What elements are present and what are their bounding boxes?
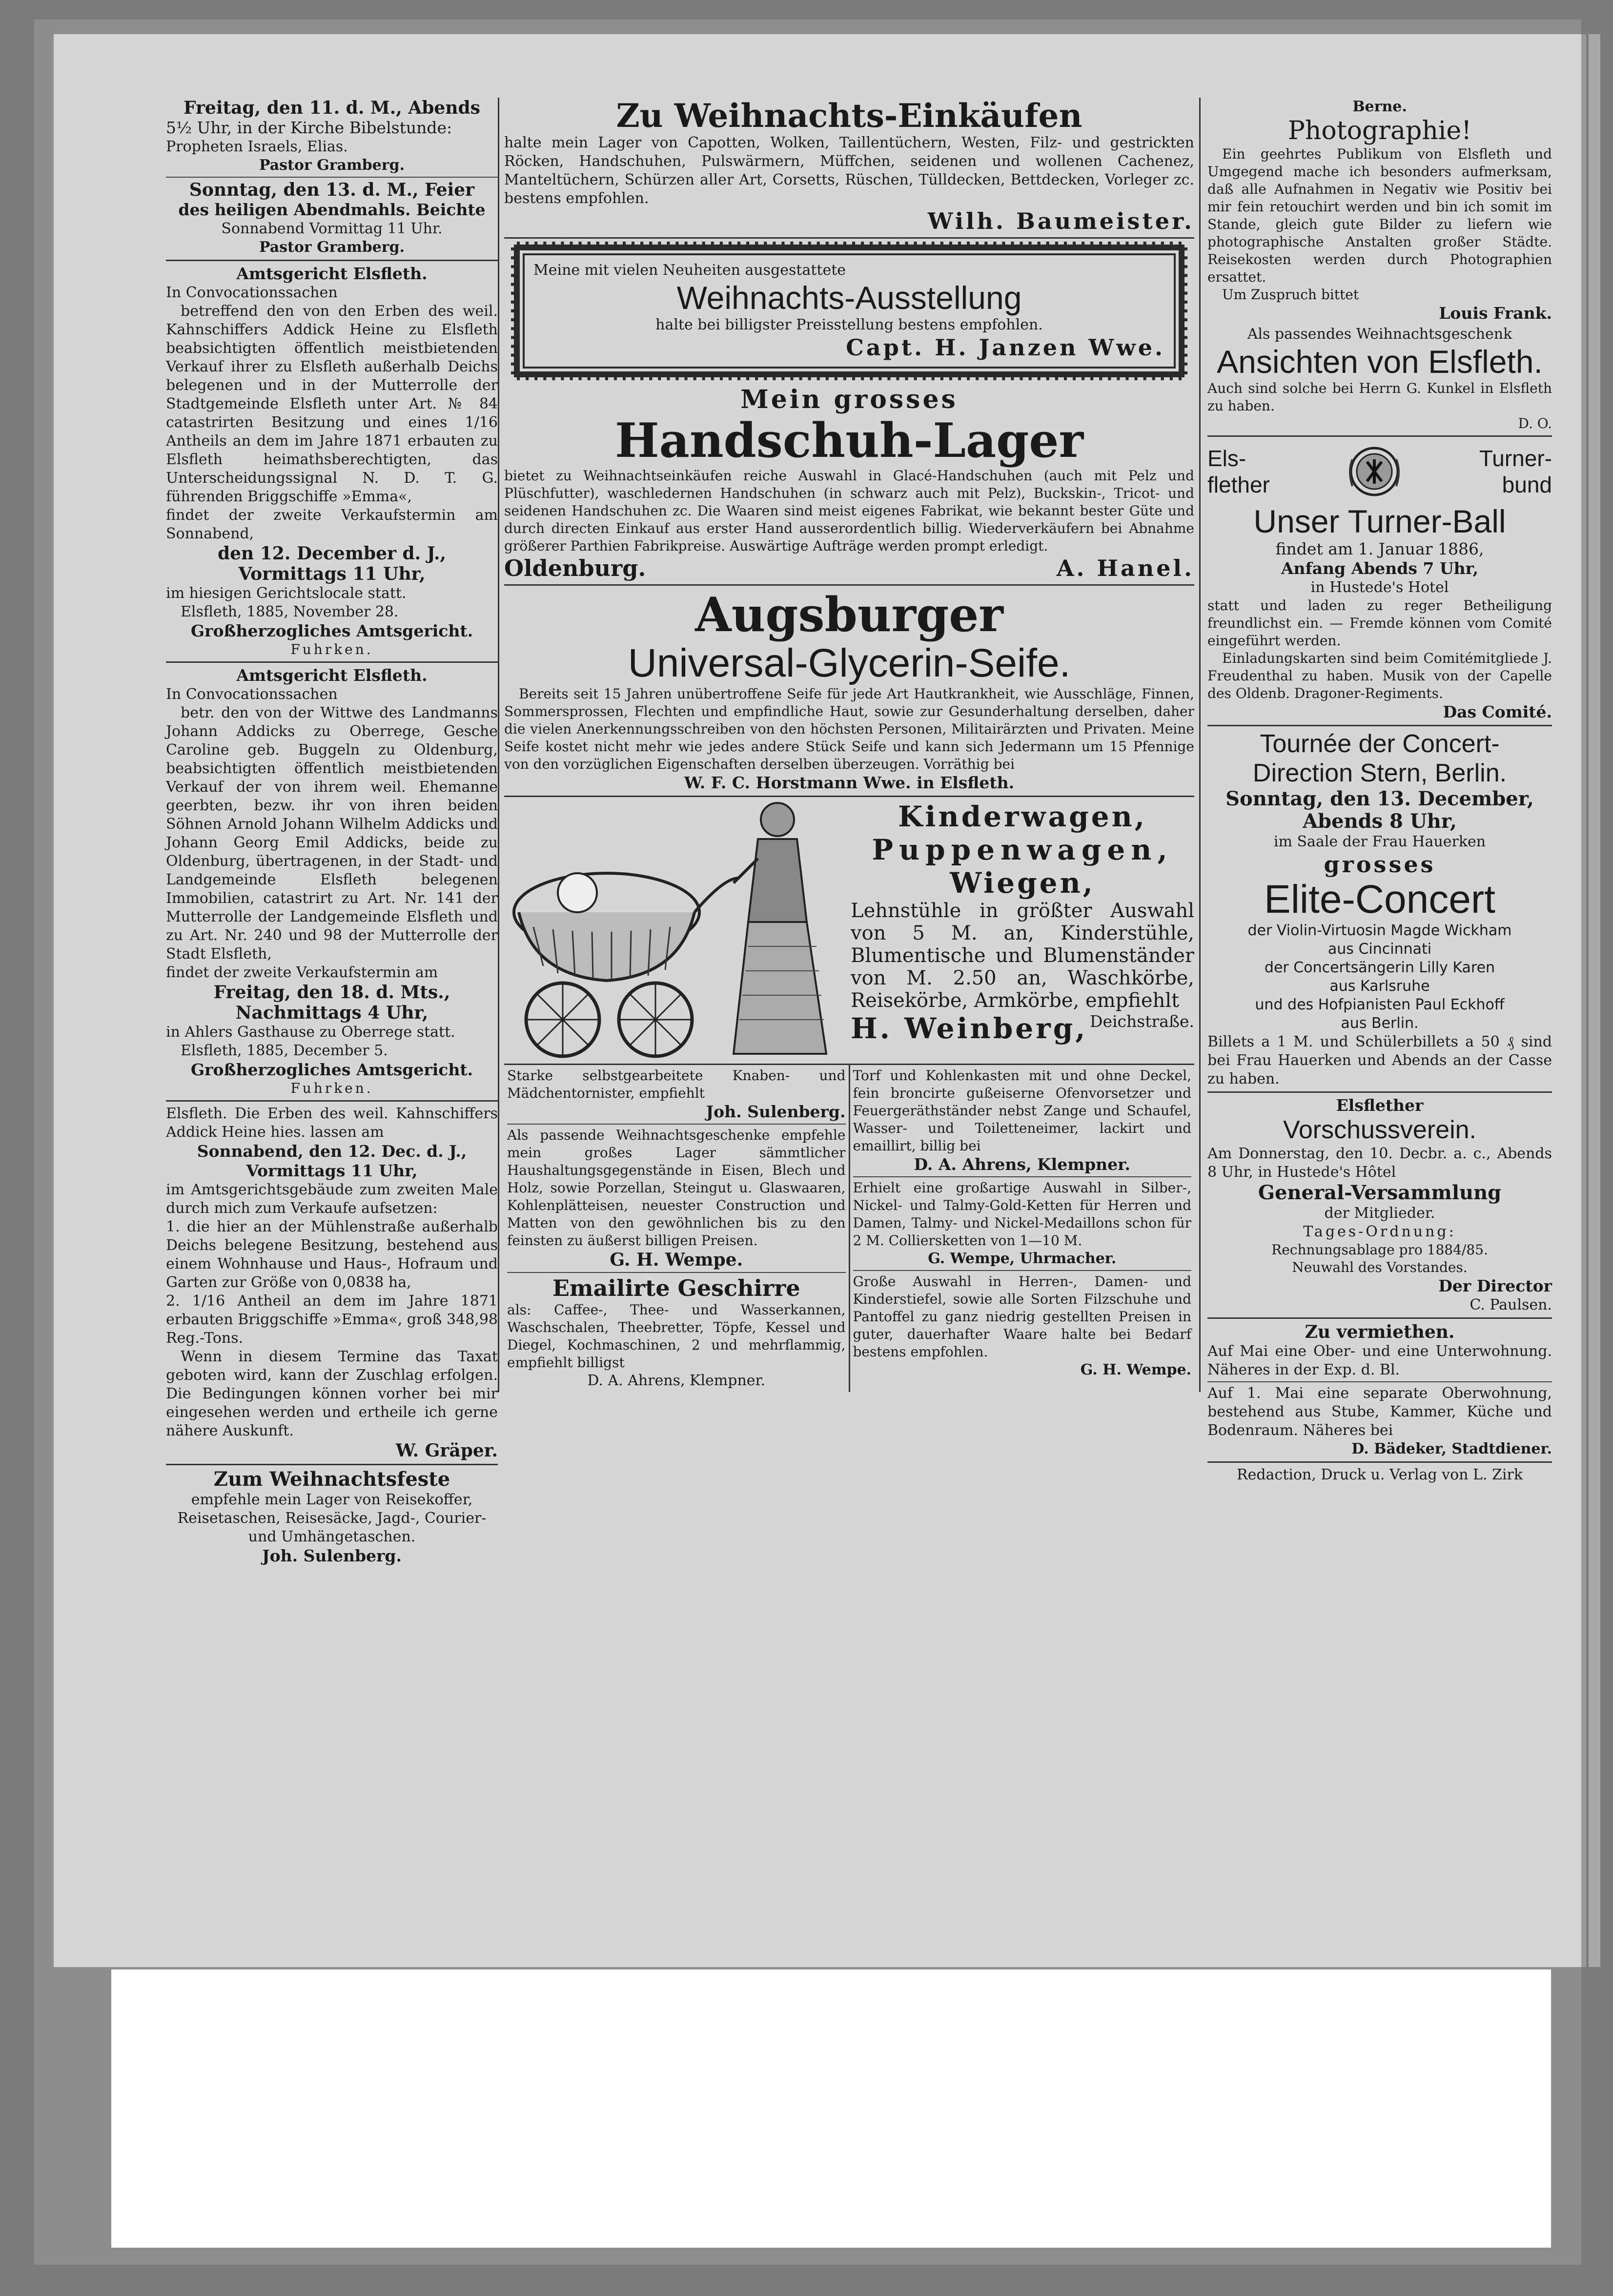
divider (853, 1176, 1192, 1177)
auction-item-1: 1. die hier an der Mühlenstraße außerhalb Deichs belegene Besitzung, bestehend aus einem Wohnhause und Haus-, Hofraum und Garten zur Größe von 0,0838 ha, (166, 1218, 498, 1291)
right-column (1201, 98, 1552, 1484)
church-line-2: 5½ Uhr, in der Kirche Bibelstunde: (166, 118, 452, 137)
photo-town: Berne. (1352, 98, 1407, 115)
glove-title: Handschuh-Lager (614, 413, 1084, 468)
views-signature: D. O. (1518, 415, 1552, 431)
church-line-6: des heiligen Abendmahls. Beichte (178, 200, 486, 219)
club-name-right (1479, 445, 1552, 498)
pram-text (851, 800, 1194, 1064)
photo-title: Photographie! (1287, 116, 1472, 145)
pram-ad (504, 800, 1194, 1064)
shoes-signature: G. H. Wempe. (1080, 1361, 1191, 1378)
bank-signature: Der Director (1438, 1276, 1552, 1295)
blank-card (111, 1969, 1551, 2248)
auction-body: im Amtsgerichtsgebäude zum zweiten Male durch mich zum Verkaufe aufsetzen: (166, 1181, 498, 1217)
pram-signature: H. Weinberg, (851, 1012, 1088, 1045)
christmas-shopping-ad (504, 98, 1194, 234)
auction-closing: Wenn in diesem Termine das Taxat geboten wird, kann der Zuschlag erfolgen. Die Bedingungen können vorher bei mir eingesehen werden und ertheile ich gerne nähere Auskunft. (166, 1348, 498, 1439)
photo-signature: Louis Frank. (1439, 304, 1552, 323)
concert-tickets: Billets a 1 M. und Schülerbillets a 50 ₰ sind bei Frau Hauerken und Abends an der Casse zu haben. (1207, 1033, 1552, 1087)
photo-body: Ein geehrtes Publikum von Elsfleth und Umgegend mache ich besonders aufmerksam, daß alle Aufnahmen in Negativ wie Positiv bei mir fein retouchirt werden und bin ich somit im Stande, gleich gute Bilder zu liefern wie photographische Anstalten großer Städte. Reisekosten werden durch Photographien ersattet. (1207, 146, 1552, 285)
divider (1207, 1317, 1552, 1319)
enamel-signature: D. A. Ahrens, Klempner. (587, 1372, 766, 1389)
church-signature: Pastor Gramberg. (259, 157, 405, 174)
concert-origin-1: aus Cincinnati (1327, 941, 1432, 958)
turner-date: findet am 1. Januar 1886, (1275, 539, 1484, 558)
photo-closing: Um Zuspruch bittet (1222, 287, 1359, 303)
divider (507, 1272, 846, 1273)
enamel-body: als: Caffee-, Thee- und Wasserkannen, Waschschalen, Theebretter, Töpfe, Kessel und Diegel, Kochmaschinen, 2 und mehrflammig, empfiehlt billigst (507, 1302, 846, 1371)
turner-emblem-icon (1345, 440, 1404, 503)
court-place: in Ahlers Gasthause zu Oberrege statt. (166, 1024, 455, 1041)
turner-time: Anfang Abends 7 Uhr, (1281, 559, 1479, 578)
glove-signature: A. Hanel. (1056, 555, 1194, 581)
household-signature: G. H. Wempe. (610, 1250, 743, 1270)
suitcase-signature: Joh. Sulenberg. (262, 1546, 402, 1565)
glove-body: bietet zu Weihnachtseinkäufen reiche Auswahl in Glacé-Handschuhen (auch mit Pelz und Plüschfutter), waschledernen Handschuhen (in schwarz auch mit Pelz), Buckskin-, Tricot- und seidenen Handschuhen zc. Die Waaren sind meist eigenes Fabrikat, wie bekannt bester Güte und durch directen Einkauf aus erster Hand ausserordentlich billig. Wiederverkäufern bei Abnahme größerer Parthien Fabrikpreise. Auswärtige Aufträge werden prompt erledigt. (504, 468, 1194, 554)
divider (166, 1100, 498, 1102)
court-notice-2 (166, 666, 498, 1097)
bank-meeting-ad (1207, 1096, 1552, 1314)
concert-performer-2: der Concertsängerin Lilly Karen (1264, 959, 1495, 976)
christmas-signature: Wilh. Baumeister. (927, 208, 1194, 234)
exhibition-intro: Meine mit vielen Neuheiten ausgestattete (533, 262, 846, 279)
pram-footer (851, 1012, 1194, 1045)
satchel-body: Starke selbstgearbeitete Knaben- und Mädchentornister, empfiehlt (507, 1067, 846, 1101)
divider (507, 1124, 846, 1125)
jewelry-body: Erhielt eine großartige Auswahl in Silber-, Nickel- und Talmy-Gold-Ketten für Herren und Damen, Talmy- und Nickel-Medaillons schon für 2 M. Colliersketten von 1—10 M. (853, 1180, 1191, 1249)
household-body: Als passende Weihnachtsgeschenke empfehle mein großes Lager sämmtlicher Haushaltungsgegenstände in Eisen, Blech und Holz, sowie Porzellan, Steingut u. Glaswaaren, Kohlenplätteisen, neuester Construction und Matten von den gewöhnlichen bis zu den feinsten zu äußerst billigen Preisen. (507, 1127, 846, 1249)
turner-header (1207, 440, 1552, 503)
soap-ad (504, 589, 1194, 793)
glove-ad (504, 385, 1194, 581)
bank-body: Am Donnerstag, den 10. Decbr. a. c., Abends 8 Uhr, in Hustede's Hôtel (1207, 1145, 1552, 1181)
pram-body: Lehnstühle in größter Auswahl von 5 M. an, Kinderstühle, Blumentische und Blumenständer von M. 2.50 an, Waschkörbe, Reisekörbe, Armkörbe, empfiehlt (851, 900, 1194, 1012)
concert-time: Abends 8 Uhr, (1303, 810, 1457, 833)
court-heading: Amtsgericht Elsfleth. (236, 666, 428, 685)
bank-signature-2: C. Paulsen. (1470, 1296, 1552, 1313)
exhibition-ad (511, 242, 1187, 380)
concert-performer-1: der Violin-Virtuosin Magde Wickham (1247, 922, 1512, 939)
small-ads-left (504, 1065, 850, 1392)
turner-signature: Das Comité. (1443, 702, 1552, 721)
club-name-4: bund (1502, 472, 1552, 497)
pram-line-2: Puppenwagen, (872, 833, 1173, 866)
glove-intro: Mein grosses (740, 385, 958, 414)
satchel-signature: Joh. Sulenberg. (706, 1102, 846, 1121)
rent-ad (1207, 1322, 1552, 1458)
concert-origin-3: aus Berlin. (1341, 1015, 1419, 1032)
court-intro: In Convocationssachen (166, 686, 338, 703)
turner-body-2: Einladungskarten sind beim Comitémitgliede J. Freudenthal zu haben. Musik von der Capelle des Oldenb. Dragoner-Regiments. (1207, 650, 1552, 701)
christmas-body: halte mein Lager von Capotten, Wolken, Taillentüchern, Westen, Filz- und gestrickten Röcken, Handschuhen, Pulswärmern, Müffchen, seidenen und wollenen Cachenez, Manteltüchern, Schürzen aller Art, Corsetts, Rüschen, Tülldecken, Bettdecken, Vorleger zc. bestens empfohlen. (504, 134, 1194, 207)
pram-line-1: Kinderwagen, (898, 800, 1147, 833)
pram-line-3: Wiegen, (950, 866, 1095, 900)
shoes-body: Große Auswahl in Herren-, Damen- und Kinderstiefel, sowie alle Sorten Filzschuhe und Pantoffel zu ganz niedrig gestellten Preisen in guter, dauerhafter Waare halte bei Bedarf bestens empfohlen. (853, 1273, 1191, 1360)
soap-title-1: Augsburger (695, 587, 1003, 642)
church-line-5: Sonntag, den 13. d. M., Feier (189, 180, 475, 200)
divider (1207, 1091, 1552, 1093)
rent-signature: D. Bädeker, Stadtdiener. (1351, 1440, 1552, 1457)
court-signature: Großherzogliches Amtsgericht. (190, 1060, 473, 1079)
page-edge (1589, 34, 1600, 1967)
court-heading: Amtsgericht Elsfleth. (236, 264, 428, 283)
divider (166, 661, 498, 663)
soap-title-2: Universal-Glycerin-Seife. (628, 641, 1071, 685)
divider (166, 177, 498, 178)
bank-line-1: Elsflether (1336, 1096, 1424, 1115)
divider (1207, 725, 1552, 726)
divider (166, 1464, 498, 1465)
stove-body: Torf und Kohlenkasten mit und ohne Deckel, fein broncirte gußeiserne Ofenvorsetzer und Feuergeräthständer nebst Zange und Schaufel, Wasser- und Toiletteneimer, lackirt und emaillirt, billig bei (853, 1067, 1191, 1154)
divider (504, 237, 1194, 239)
divider (853, 1270, 1192, 1271)
suitcase-body: empfehle mein Lager von Reisekoffer, Reisetaschen, Reisesäcke, Jagd-, Courier- und Umhängetaschen. (177, 1491, 487, 1545)
exhibition-title: Weihnachts-Ausstellung (676, 280, 1022, 316)
court-date: Freitag, den 18. d. Mts., (213, 982, 450, 1003)
court-body: betreffend den von den Erben des weil. Kahnschiffers Addick Heine zu Elsfleth beabsichtigten öffentlich meistbietenden Verkauf ihrer zu Elsfleth außerhalb Deichs belegenen und in der Mutterrolle der Stadtgemeinde Elsfleth unter Art. № 84 catastrirten Besitzung und eines 1/16 Antheils an dem im Jahre 1871 erbauten zu Elsfleth heimathsberechtigten, das Unterscheidungssignal N. D. T. G. führenden Briggschiffe »Emma«, (166, 303, 498, 505)
concert-title: Elite-Concert (1264, 877, 1495, 922)
turner-ball-ad (1207, 440, 1552, 722)
concert-date: Sonntag, den 13. December, (1225, 787, 1534, 810)
court-time: Nachmittags 4 Uhr, (235, 1003, 429, 1023)
middle-column (498, 98, 1201, 1392)
church-notice (166, 98, 498, 257)
club-name-left (1207, 445, 1270, 498)
concert-line-6: grosses (1324, 851, 1436, 878)
church-line-7: Sonnabend Vormittag 11 Uhr. (221, 220, 443, 237)
court-dated: Elsfleth, 1885, November 28. (181, 603, 399, 620)
church-line-1: Freitag, den 11. d. M., Abends (184, 98, 480, 118)
exhibition-line: halte bei billigster Preisstellung bestens empfohlen. (655, 316, 1043, 333)
auction-signature: W. Gräper. (395, 1440, 498, 1461)
auction-time: Vormittags 11 Uhr, (246, 1161, 418, 1180)
court-judge: Fuhrken. (290, 1080, 373, 1096)
rent-body-2: Auf 1. Mai eine separate Oberwohnung, bestehend aus Stube, Kammer, Küche und Bodenraum. Näheres bei (1207, 1385, 1552, 1439)
pram-illustration (504, 800, 846, 1064)
stove-signature: D. A. Ahrens, Klempner. (914, 1155, 1131, 1174)
bank-agenda-2: Neuwahl des Vorstandes. (1292, 1259, 1468, 1275)
auction-notice (166, 1105, 498, 1461)
views-intro: Als passendes Weihnachtsgeschenk (1247, 326, 1512, 343)
soap-body: Bereits seit 15 Jahren unübertroffene Seife für jede Art Hautkrankheit, wie Ausschläge, Finnen, Sommersprossen, Flechten und empfindliche Haut, sowie zur Gesunderhaltung derselben, daher die vielen Anerkennungsschreiben von den höchsten Personen, Militairärzten und Privaten. Meine Seife kostet nicht mehr wie jedes andere Stück Seife und kann sich Jedermann um 15 Pfennige von den vorzüglichen Eigenschaften derselben überzeugen. Vorräthig bei (504, 686, 1194, 772)
club-name-3: Turner- (1479, 446, 1552, 471)
concert-performer-3: und des Hofpianisten Paul Eckhoff (1255, 996, 1505, 1013)
court-place: im hiesigen Gerichtslocale statt. (166, 585, 407, 602)
court-signature: Großherzogliches Amtsgericht. (190, 621, 473, 640)
photo-ad (1207, 98, 1552, 323)
auction-item-2: 2. 1/16 Antheil an dem im Jahre 1871 erbauten Briggschiffe »Emma«, groß 348,98 Reg.-Tons. (166, 1292, 498, 1347)
rent-body-1: Auf Mai eine Ober- und eine Unterwohnung. Näheres in der Exp. d. Bl. (1207, 1343, 1552, 1378)
court-line: findet der zweite Verkaufstermin am (166, 964, 438, 981)
bank-line-2: der Mitglieder. (1324, 1205, 1435, 1222)
pram-street: Deichstraße. (1090, 1012, 1194, 1031)
divider (166, 260, 498, 261)
christmas-heading: Zu Weihnachts-Einkäufen (616, 97, 1082, 135)
small-ads-right (850, 1065, 1195, 1392)
auction-intro: Elsfleth. Die Erben des weil. Kahnschiffers Addick Heine hies. lassen am (166, 1105, 498, 1141)
views-ad (1207, 325, 1552, 432)
enamel-heading: Emailirte Geschirre (552, 1275, 800, 1301)
court-dated: Elsfleth, 1885, December 5. (181, 1042, 388, 1059)
church-signature-2: Pastor Gramberg. (259, 239, 405, 256)
suitcase-heading: Zum Weihnachtsfeste (213, 1468, 450, 1491)
bank-heading: General-Versammlung (1258, 1181, 1502, 1204)
divider (1207, 435, 1552, 437)
court-notice-1 (166, 264, 498, 658)
small-ads-grid (504, 1064, 1194, 1392)
court-judge: Fuhrken. (290, 641, 373, 657)
concert-ad (1207, 729, 1552, 1088)
turner-body: statt und laden zu reger Betheiligung freundlichst ein. — Fremde können vom Comité eingeführt werden. (1207, 597, 1552, 649)
rent-heading: Zu vermiethen. (1305, 1322, 1455, 1342)
concert-origin-2: aus Karlsruhe (1329, 978, 1430, 995)
concert-place: im Saale der Frau Hauerken (1273, 833, 1486, 850)
views-title: Ansichten von Elsfleth. (1217, 344, 1543, 380)
bank-title: Vorschussverein. (1283, 1116, 1476, 1144)
court-line: findet der zweite Verkaufstermin am Sonnabend, (166, 507, 498, 542)
glove-footer (504, 555, 1194, 581)
club-name-1: Els- (1207, 446, 1246, 471)
church-line-3: Propheten Israels, Elias. (166, 138, 348, 155)
club-name-2: flether (1207, 472, 1270, 497)
soap-signature: W. F. C. Horstmann Wwe. in Elsfleth. (684, 773, 1015, 792)
exhibition-signature: Capt. H. Janzen Wwe. (846, 334, 1165, 361)
views-body: Auch sind solche bei Herrn G. Kunkel in Elsfleth zu haben. (1207, 380, 1552, 414)
court-time: Vormittags 11 Uhr, (238, 564, 426, 584)
bank-agenda-title: Tages-Ordnung: (1303, 1223, 1456, 1240)
divider (1207, 1381, 1552, 1382)
jewelry-signature: G. Wempe, Uhrmacher. (928, 1250, 1117, 1267)
concert-line-1: Tournée der Concert- (1260, 730, 1500, 758)
glove-city: Oldenburg. (504, 555, 646, 581)
court-date: den 12. December d. J., (217, 543, 447, 564)
concert-line-2: Direction Stern, Berlin. (1252, 759, 1507, 787)
divider (504, 796, 1194, 797)
left-column (166, 98, 498, 1568)
turner-place: in Hustede's Hotel (1310, 579, 1449, 596)
divider (504, 584, 1194, 586)
suitcase-ad (166, 1468, 498, 1566)
turner-ball-title: Unser Turner-Ball (1253, 503, 1506, 539)
divider (1207, 1461, 1552, 1463)
court-intro: In Convocationssachen (166, 284, 338, 301)
imprint: Redaction, Druck u. Verlag von L. Zirk (1236, 1466, 1523, 1483)
court-body: betr. den von der Wittwe des Landmanns Johann Addicks zu Oberrege, Gesche Caroline geb. Buggeln zu Oldenburg, beabsichtigten öffentlich meistbietenden Verkauf der von ihrem weil. Ehemanne geerbten, bezw. ihr von ihren beiden Söhnen Arnold Johann Wilhelm Addicks und Johann Georg Emil Addicks, beide zu Oldenburg, übertragenen, in der Stadt- und Landgemeinde Elsfleth belegenen Immobilien, catastrirt zu Art. Nr. 141 der Mutterrolle der Landgemeinde Elsfleth und zu Art. Nr. 240 und 98 der Mutterrolle der Stadt Elsfleth, (166, 704, 498, 963)
auction-date: Sonnabend, den 12. Dec. d. J., (197, 1142, 467, 1161)
bank-agenda-1: Rechnungsablage pro 1884/85. (1271, 1242, 1488, 1258)
